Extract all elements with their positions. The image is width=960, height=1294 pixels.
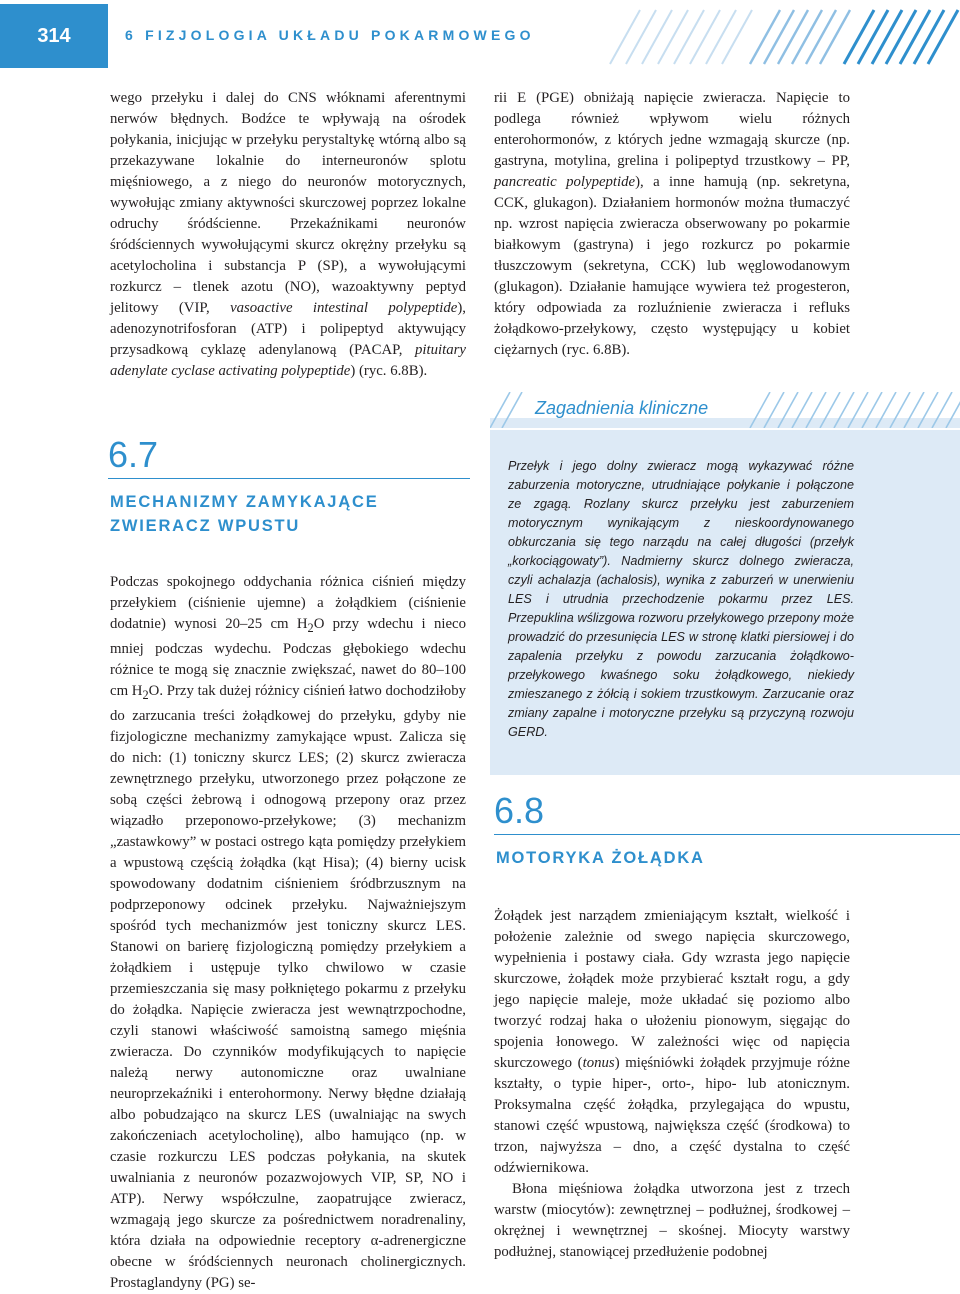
section-6-8-body: [494, 906, 850, 1263]
left-column-top-text: [110, 88, 466, 382]
right-column-top-text: [494, 88, 850, 361]
clinical-box-title: Zagadnienia kliniczne: [535, 398, 709, 418]
paragraph: Błona mięśniowa żołądka utworzona jest z trzech warstw (miocytów): zewnętrznej – podłużnej, środkowej – okrężnej i wewnętrznej – skośnej. Miocyty warstwy podłużnej, stanowiącej przedłużenie podobnej: [494, 1181, 850, 1260]
chapter-title: 6 FIZJOLOGIA UKŁADU POKARMOWEGO: [125, 27, 535, 43]
section-title-line: ZWIERACZ WPUSTU: [110, 517, 301, 535]
page-number: 314: [0, 4, 108, 68]
section-title-6-7: [110, 490, 379, 538]
paragraph: wego przełyku i dalej do CNS włóknami aferentnymi nerwów błędnych. Bodźce te wpływają na ośrodek połykania, inicjując w przełyku perystaltykę wtórną albo są przekazywane lokalnie do interneuronów splotu mięśniowego, a z niego do neuronów motorycznych, wywołując zmiany aktywności skurczowej poprzez lokalne odruchy śródścienne. Przekaźnikami neuronów śródściennych wywołującymi skurcz okrężny przełyku są acetylocholina i substancja P (SP), a wywołującymi rozkurcz – tlenek azotu (NO), wazoaktywny peptyd jelitowy (VIP, vasoactive intestinal polypeptide), adenozynotrifosforan (ATP) i polipeptyd aktywujący przysadkową cyklazę adenylanową (PACAP, pituitary adenylate cyclase activating polypeptide) (ryc. 6.8B).: [110, 90, 466, 379]
paragraph: Żołądek jest narządem zmieniającym kształt, wielkość i położenie zależnie od swego napięcia skurczowego, wypełnienia i postawy ciała. Gdy wzrasta jego napięcie skurczowe, żołądek może przybierać kształt rogu, a gdy jego napięcie maleje, może układać się poziomo albo tworzyć rodzaj haka o ułożeniu pionowym, sięgając do spojenia łonowego. W zależności więc od napięcia skurczowego (tonus) mięśniówki żołądek przyjmuje różne kształty, o typie hiper-, orto-, hipo- lub atonicznym. Proksymalna część żołądka, przylegająca do wpustu, stanowi część wpustową, największa część (środkowa) to trzon, najwyższa – dno, a część dystalna to część odźwiernikowa.: [494, 908, 850, 1176]
section-rule: [108, 478, 470, 479]
header-stripes-decoration: [600, 4, 960, 68]
section-title-line: MECHANIZMY ZAMYKAJĄCE: [110, 493, 379, 511]
section-6-7-body: [110, 572, 466, 1294]
page-header: [0, 0, 960, 78]
section-rule: [494, 834, 960, 835]
paragraph: Podczas spokojnego oddychania różnica ciśnień między przełykiem (ciśnienie ujemne) a żołądkiem (ciśnienie dodatnie) wynosi 20–25 cm $H_2O$ przy wdechu i nieco mniej podczas wydechu. Podczas głębokiego wdechu różnice te mogą się znacznie zwiększać, nawet do 80–100 cm $H_2O$. Przy tak dużej różnicy ciśnień łatwo dochodziłoby do zarzucania treści żołądkowej do przełyku, gdyby nie fizjologiczne mechanizmy zamykające wpust. Zalicza się do nich: (1) toniczny skurcz LES; (2) skurcz zwieracza zewnętrznego przełyku, utworzonego przez połączone ze sobą części żebrową i odnogową przepony oraz przez wiązadło przeponowo-przełykowe; (3) mechanizm „zastawkowy” w postaci ostrego kąta pomiędzy przełykiem a wpustową częścią żołądka (kąt Hisa); (4) bierny ucisk spowodowany dodatnim ciśnieniem śródbrzusznym na podprzeponowy odcinek przełyku. Najważniejszym spośród tych mechanizmów jest toniczny skurcz LES. Stanowi on barierę fizjologiczną pomiędzy przełykiem a żołądkiem i ustępuje tylko chwilowo w czasie przemieszczania się masy połkniętego pokarmu z przełyku do żołądka. Napięcie zwieracza jest wewnątrzpochodne, czyli stanowi właściwość samoistną samego mięśnia zwieracza. Do czynników modyfikujących to napięcie należą nerwy autonomiczne oraz uwalniane neuroprzekaźniki i enterohormony. Nerwy błędne działają albo pobudzająco na skurcz LES (uwalniając na swych zakończeniach acetylocholinę), albo hamująco (np. w czasie rozkurczu LES podczas połykania, na skutek uwalniania z neuronów pozazwojowych VIP, SP, NO i ATP). Nerwy współczulne, zaopatrujące zwieracz, wzmagają jego skurcze za pośrednictwem noradrenaliny, która działa na odpowiednie receptory α-adrenergiczne obecne w śródściennych neuronach cholinergicznych. Prostaglandyny (PG) se-: [110, 574, 466, 1291]
section-number-6-8: 6.8: [494, 790, 545, 831]
clinical-box-text: Przełyk i jego dolny zwieracz mogą wykazywać różne zaburzenia motoryczne, utrudniające połykanie i połączone ze zgagą. Rozlany skurcz przełyku jest zaburzeniem motorycznym wynikającym z nieskoordynowanego obkurczania się tego narządu na całej długości (przełyk „korkociągowaty”). Nadmierny skurcz dolnego zwieracza, czyli achalazja (achalosis), wynika z zaburzeń w unerwieniu LES i utrudnia przechodzenie pokarmu przez LES. Przepuklina wślizgowa rozworu przełykowego przepony może prowadzić do przesunięcia LES w stronę klatki piersiowej i do zapalenia przełyku z powodu zarzucania żołądkowo-przełykowego kwaśnego soku żołądkowego, niekiedy zmieszanego z żółcią i sokiem trzustkowym. Zarzucanie oraz zmiany zapalne i motoryczne przełyku są przyczyną rozwoju GERD.: [508, 459, 854, 739]
section-number-6-7: 6.7: [108, 434, 159, 475]
section-title-6-8: MOTORYKA ŻOŁĄDKA: [496, 849, 705, 867]
paragraph: rii E (PGE) obniżają napięcie zwieracza. Napięcie to podlega również wpływom wielu różnych enterohormonów, z których jedne wzmagają skurcze (np. gastryna, motylina, grelina i polipeptyd trzustkowy – PP, pancreatic polypeptide), a inne hamują (np. sekretyna, CCK, glukagon). Działaniem hormonów można tłumaczyć np. wzrost napięcia zwieracza obserwowany po pokarmie białkowym (gastryna) i jego rozkurcz po pokarmie tłuszczowym (sekretyna, CCK) lub węglowodanowym (glukagon). Działanie hamujące wywiera też progesteron, który odpowiada za rozluźnienie zwieracza i refluks żołądkowo-przełykowy, często występujący u kobiet ciężarnych (ryc. 6.8B).: [494, 90, 850, 358]
